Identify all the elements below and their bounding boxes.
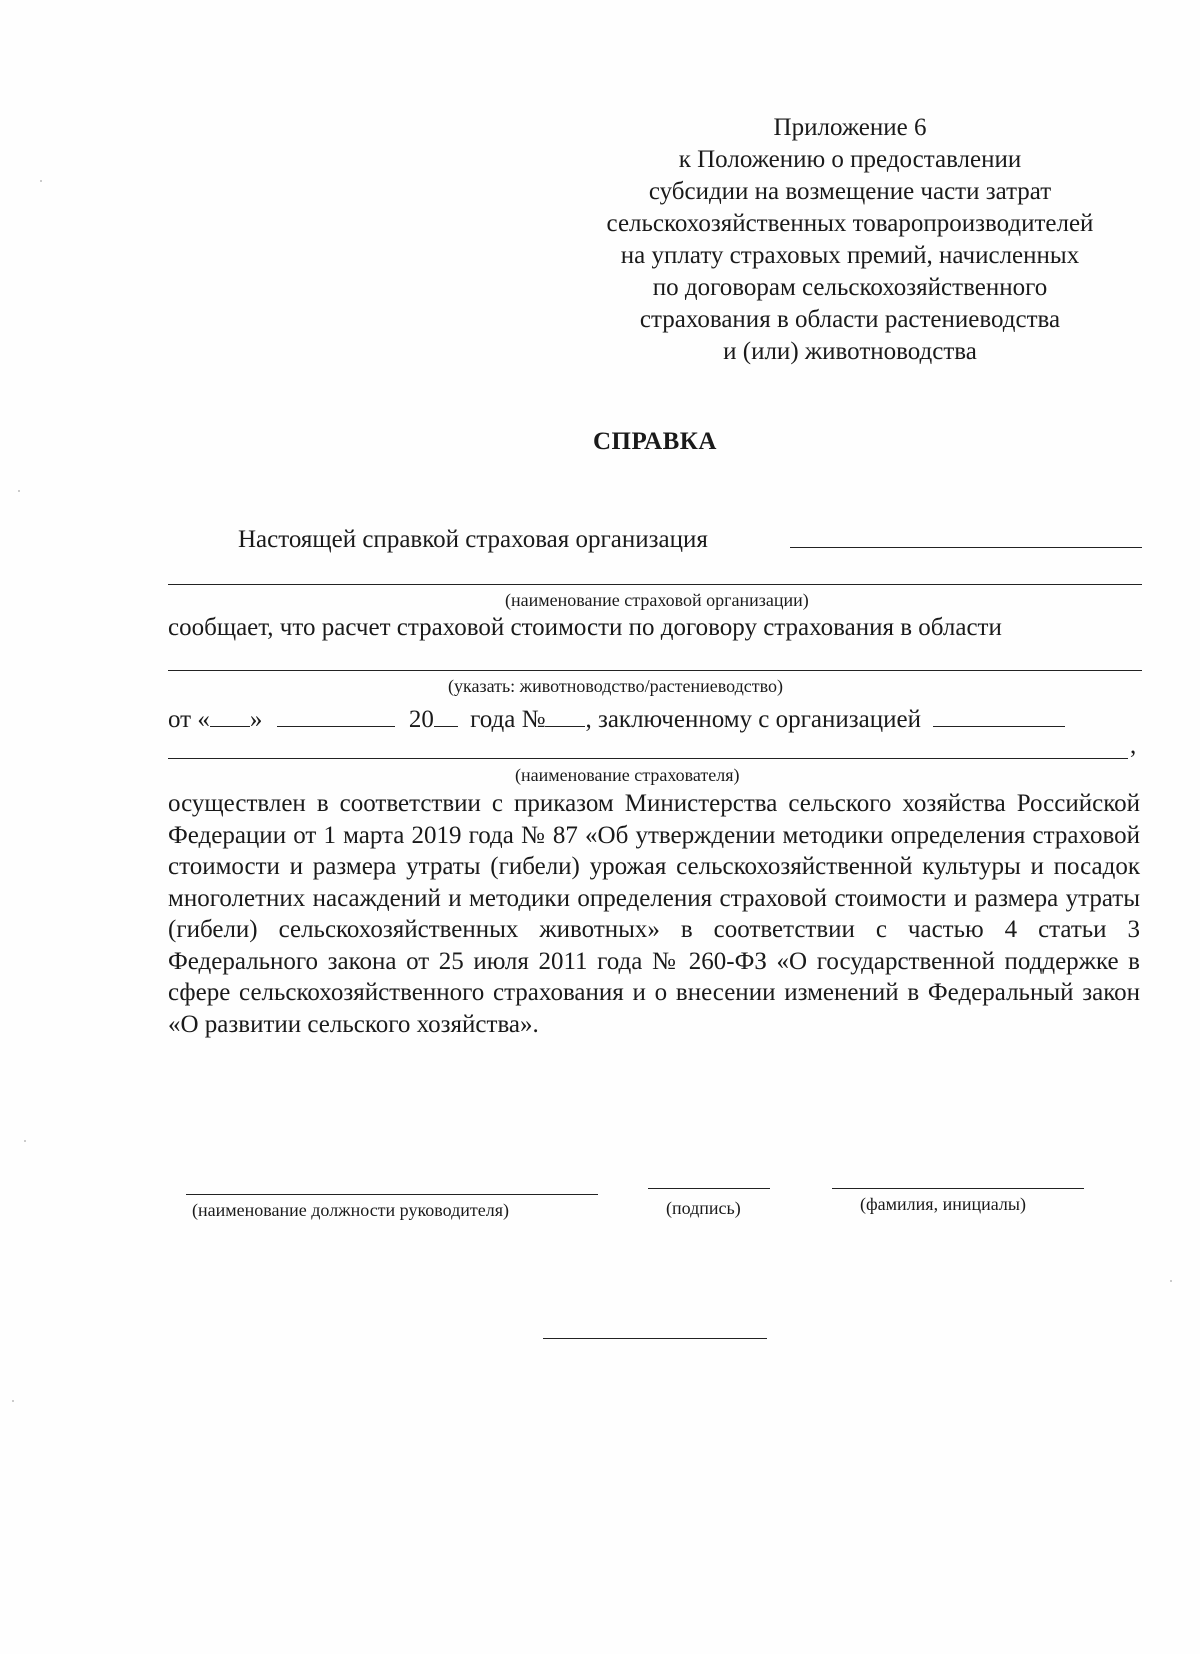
month-field[interactable] [277,704,395,727]
appendix-line: к Положению о предоставлении [678,146,1022,173]
appendix-line: страхования в области растениеводства [639,306,1061,333]
signature-caption: (подпись) [666,1198,741,1218]
date-prefix: от « [168,706,210,733]
insurer-name-field-continued[interactable] [168,584,1142,585]
date-quote-close: » [249,706,263,733]
insured-name-comma: , [1130,732,1137,759]
year-prefix: 20 [408,706,434,733]
signature-field[interactable] [648,1188,770,1189]
appendix-line: сельскохозяйственных товаропроизводителей [606,210,1094,237]
name-field[interactable] [832,1188,1084,1189]
scan-speck [24,1140,26,1142]
appendix-line: субсидии на возмещение части затрат [648,178,1052,205]
number-label: года № [470,706,546,733]
day-field[interactable] [210,704,250,727]
insured-name-field[interactable] [168,758,1128,759]
insured-name-caption: (наименование страхователя) [515,765,740,785]
insurance-area-field[interactable] [168,670,1142,671]
position-caption: (наименование должности руководителя) [192,1200,510,1220]
scan-speck [12,1400,14,1402]
appendix-line: и (или) животноводства [723,338,977,365]
insurer-intro-text: Настоящей справкой страховая организация [238,526,708,553]
position-field[interactable] [186,1194,598,1195]
scan-speck [18,490,20,492]
appendix-line: на уплату страховых премий, начисленных [620,242,1080,269]
name-caption: (фамилия, инициалы) [860,1194,1026,1214]
appendix-header [560,112,1140,368]
contract-number-field[interactable] [545,704,585,727]
document-title: СПРАВКА [593,428,717,455]
insurance-area-caption: (указать: животноводство/растениеводство) [448,676,783,696]
appendix-line: Приложение 6 [773,114,927,141]
scan-speck [1170,1280,1172,1282]
calculation-intro-text: сообщает, что расчет страховой стоимости по договору страхования в области [168,614,1002,641]
year-field[interactable] [434,704,458,727]
scan-speck [40,180,42,182]
bottom-separator [543,1338,767,1339]
insurer-name-caption: (наименование страховой организации) [505,590,809,610]
appendix-line: по договорам сельскохозяйственного [652,274,1048,301]
insurer-name-field[interactable] [790,547,1142,548]
organization-field[interactable] [933,704,1065,727]
contract-organization-text: , заключенному с организацией [585,706,921,733]
body-paragraph: осуществлен в соответствии с приказом Министерства сельского хозяйства Российской Федерации от 1 марта 2019 года № 87 «Об утверждении методики определения страховой стоимости и размера утраты (гибели) урожая сельскохозяйственной культуры и посадок многолетних насаждений и методики определения страховой стоимости и размера утраты (гибели) сельскохозяйственных животных» в соответствии с частью 4 статьи 3 Федерального закона от 25 июля 2011 года № 260-ФЗ «О государственной поддержке в сфере сельскохозяйственного страхования и о внесении изменений в Федеральный закон «О развитии сельского хозяйства». [168,790,1140,1038]
contract-date-line [168,704,1065,734]
